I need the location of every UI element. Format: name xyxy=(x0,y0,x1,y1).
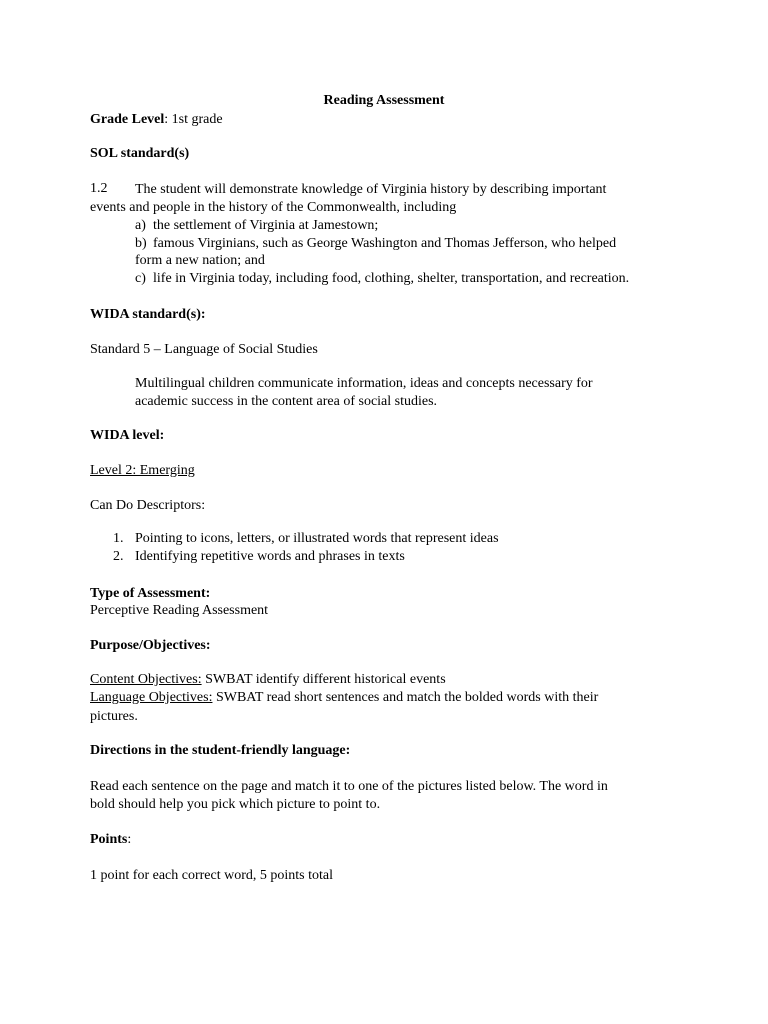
sol-item-b-cont: form a new nation; and xyxy=(135,253,265,268)
wida-standard-desc-line2: academic success in the content area of social studies. xyxy=(135,394,438,409)
descriptor-number: 1. xyxy=(113,531,124,546)
directions-line1: Read each sentence on the page and match it to one of the pictures listed below. The word in xyxy=(90,779,608,794)
sol-item-text: famous Virginians, such as George Washington and Thomas Jefferson, who helped xyxy=(153,236,617,251)
sol-item-text: the settlement of Virginia at Jamestown; xyxy=(153,218,379,233)
points-colon: : xyxy=(127,832,132,847)
sol-text-line2: events and people in the history of the Commonwealth, including xyxy=(90,200,457,215)
sol-text-line1: The student will demonstrate knowledge of Virginia history by describing important xyxy=(135,182,607,197)
language-objectives-text: SWBAT read short sentences and match the bolded words with their xyxy=(212,690,599,705)
grade-level xyxy=(90,111,223,128)
grade-level-label: Grade Level xyxy=(90,112,165,127)
wida-level-heading: WIDA level: xyxy=(90,428,165,443)
sol-item-b xyxy=(135,235,616,252)
assessment-type-value: Perceptive Reading Assessment xyxy=(90,603,269,618)
sol-item-a xyxy=(135,217,378,234)
descriptor-text: Identifying repetitive words and phrases in texts xyxy=(135,549,405,564)
wida-standard-desc-line1: Multilingual children communicate information, ideas and concepts necessary for xyxy=(135,376,593,391)
content-objectives xyxy=(90,671,446,688)
sol-item-marker: c) xyxy=(135,271,146,286)
descriptor-text: Pointing to icons, letters, or illustrated words that represent ideas xyxy=(135,531,499,546)
wida-standard-heading: WIDA standard(s): xyxy=(90,307,206,322)
grade-level-value: : 1st grade xyxy=(164,112,223,127)
directions-line2: bold should help you pick which picture to point to. xyxy=(90,797,381,812)
assessment-type-heading: Type of Assessment: xyxy=(90,586,211,601)
sol-item-text: life in Virginia today, including food, clothing, shelter, transportation, and recreation. xyxy=(153,271,630,286)
sol-item-c xyxy=(135,270,629,287)
language-objectives-label: Language Objectives: xyxy=(90,690,213,705)
sol-number: 1.2 xyxy=(90,181,108,196)
sol-item-marker: b) xyxy=(135,236,147,251)
wida-level-value: Level 2: Emerging xyxy=(90,463,195,478)
language-objectives-cont: pictures. xyxy=(90,709,138,724)
page-title: Reading Assessment xyxy=(323,93,445,108)
directions-heading: Directions in the student-friendly language: xyxy=(90,743,351,758)
content-objectives-text: SWBAT identify different historical events xyxy=(201,672,446,687)
language-objectives xyxy=(90,689,598,706)
sol-heading: SOL standard(s) xyxy=(90,146,190,161)
can-do-heading: Can Do Descriptors: xyxy=(90,498,206,513)
purpose-heading: Purpose/Objectives: xyxy=(90,638,211,653)
descriptor-number: 2. xyxy=(113,549,124,564)
content-objectives-label: Content Objectives: xyxy=(90,672,202,687)
points-value: 1 point for each correct word, 5 points total xyxy=(90,868,333,883)
wida-standard-text: Standard 5 – Language of Social Studies xyxy=(90,342,318,357)
points-heading xyxy=(90,831,131,848)
sol-item-marker: a) xyxy=(135,218,146,233)
points-label: Points xyxy=(90,832,128,847)
